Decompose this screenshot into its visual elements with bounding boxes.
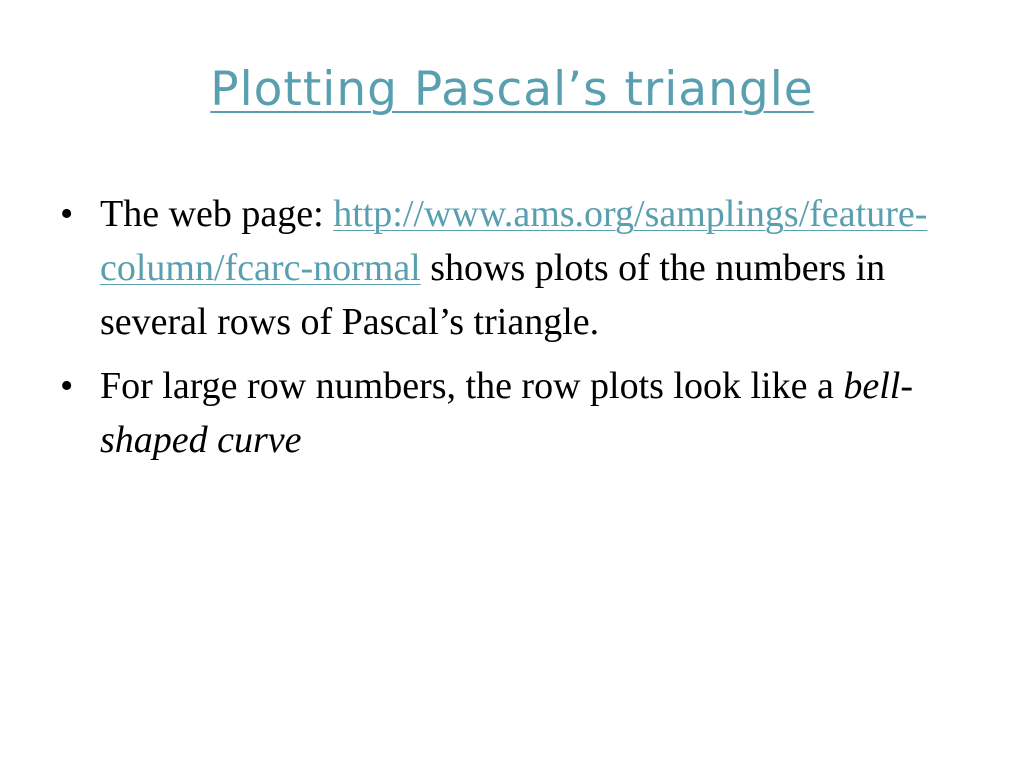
bullet-icon: • bbox=[60, 193, 74, 235]
bullet-prefix-text: The web page: bbox=[100, 193, 334, 235]
bullet-list bbox=[60, 187, 980, 467]
slide-title bbox=[0, 62, 1024, 118]
bullet-prefix-text: For large row numbers, the row plots look like a bbox=[100, 365, 844, 407]
bullet-icon: • bbox=[60, 365, 74, 407]
bullet-item bbox=[60, 187, 980, 349]
ams-feature-column-link[interactable]: http://www.ams.org/samplings/feature-column/fcarc-normal bbox=[100, 193, 928, 289]
bullet-item bbox=[60, 359, 980, 467]
bullet-suffix-text: shows plots of the numbers in several rows of Pascal’s triangle. bbox=[100, 247, 886, 343]
title-link[interactable]: Plotting Pascal’s triangle bbox=[210, 62, 814, 117]
bell-curve-emphasis: bell-shaped curve bbox=[100, 365, 913, 461]
